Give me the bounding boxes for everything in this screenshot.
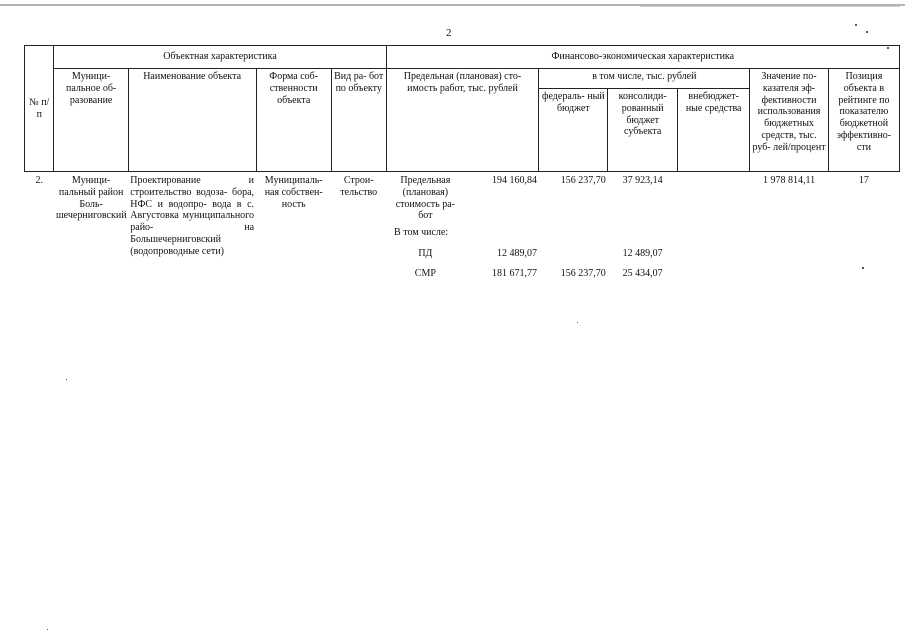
row-rating: 17 (858, 175, 869, 186)
page-number: 2 (446, 27, 452, 39)
header-rating: Позиция объекта в рейтинге по показателю бюджетной эффективно- сти (828, 69, 899, 172)
row-efficiency: 1 978 814,11 (762, 175, 816, 186)
scan-speck (577, 322, 578, 323)
row-cost-label: Предельная (плановая) стоимость ра- бот (395, 175, 455, 222)
scan-speck (47, 629, 48, 630)
header-max-cost: Предельная (плановая) сто- имость работ, тыс. рублей (386, 69, 539, 172)
header-object-name: Наименование объекта (128, 69, 256, 172)
row-pd-label: ПД (418, 247, 433, 259)
row-num: 2. (35, 175, 43, 186)
row-consolidated: 37 923,14 (622, 175, 663, 186)
header-offbudget: внебюджет- ные средства (678, 89, 750, 172)
scan-speck (855, 24, 857, 26)
row-smr-total: 181 671,77 (491, 267, 537, 279)
row-object-name: Проектирование и строительство водоза- бора, НФС и водопро- вода в с. Августовка муниципального райо- на Большечерниговский (водопроводные сети) (130, 175, 255, 257)
header-consolidated: консолиди- рованный бюджет субъекта (608, 89, 678, 172)
header-federal: федераль- ный бюджет (539, 89, 608, 172)
row-cost-total: 194 160,84 (491, 175, 537, 186)
header-municipal: Муници- пальное об- разование (54, 69, 128, 172)
investment-object-table (24, 45, 900, 282)
row-work-type: Строи- тельство (340, 175, 378, 198)
header-finance-group: Финансово-экономическая характеристика (386, 46, 899, 69)
row-offbudget (678, 172, 750, 225)
scan-speck (866, 31, 868, 33)
row-pd-consolidated: 12 489,07 (622, 247, 663, 259)
header-efficiency: Значение по- казателя эф- фективности использования бюджетных средств, тыс. руб- лей/процент (750, 69, 829, 172)
table-row (25, 172, 900, 225)
row-smr-federal: 156 237,70 (560, 267, 606, 279)
row-pd-total: 12 489,07 (496, 247, 537, 259)
row-including-label: В том числе: (394, 227, 449, 239)
row-municipal: Муници- пальный район Боль- шечерниговский (55, 175, 127, 222)
scan-speck (66, 379, 67, 380)
row-federal: 156 237,70 (560, 175, 606, 186)
row-ownership: Муниципаль- ная собствен- ность (264, 175, 323, 210)
header-num: № п/п (25, 46, 54, 172)
header-object-group: Объектная характеристика (54, 46, 386, 69)
row-smr-consolidated: 25 434,07 (622, 267, 663, 279)
header-work-type: Вид ра- бот по объекту (331, 69, 386, 172)
row-smr-label: СМР (414, 267, 436, 279)
scan-top-line-2 (640, 6, 900, 7)
header-including: в том числе, тыс. рублей (539, 69, 750, 89)
header-ownership: Форма соб- ственности объекта (256, 69, 331, 172)
